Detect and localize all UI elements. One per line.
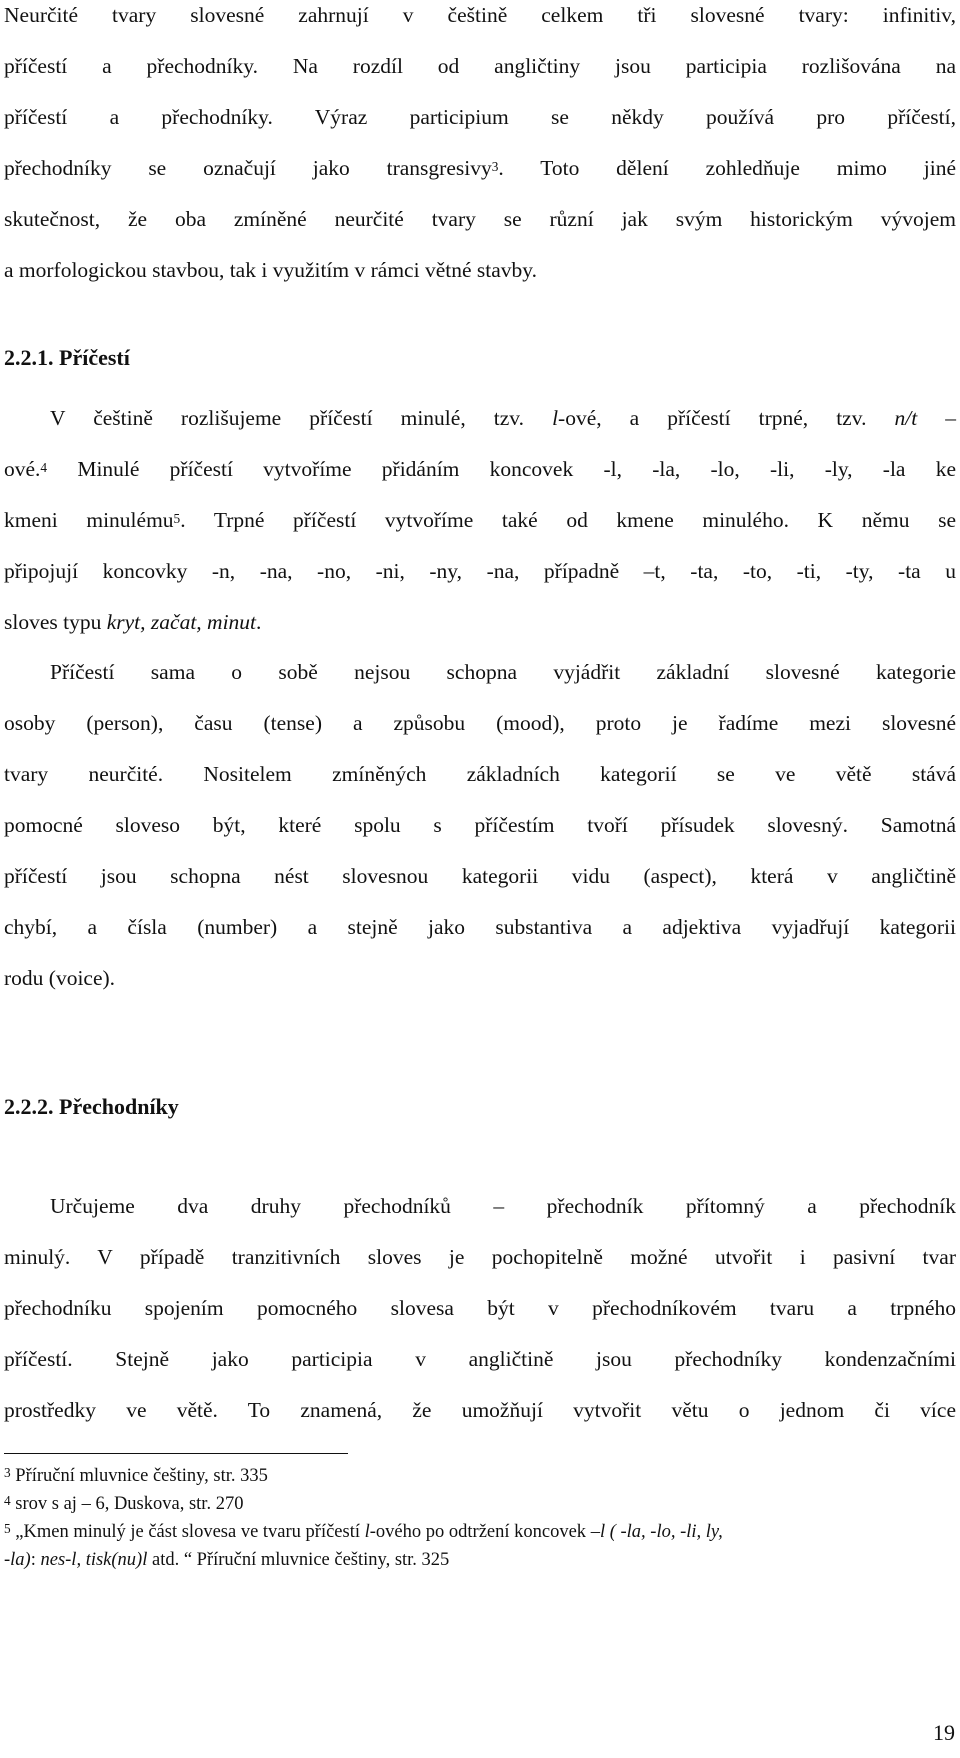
text-line: pomocné sloveso být, které spolu s příčestím tvoří přísudek slovesný. Samotná	[4, 813, 956, 837]
text-line: V češtině rozlišujeme příčestí minulé, tzv. l-ové, a příčestí trpné, tzv. n/t –	[50, 406, 956, 430]
text-line: skutečnost, že oba zmíněné neurčité tvary se různí jak svým historickým vývojem	[4, 207, 956, 231]
text-line: připojují koncovky -n, -na, -no, -ni, -ny, -na, případně –t, -ta, -to, -ti, -ty, -ta u	[4, 559, 956, 583]
text-line: příčestí jsou schopna nést slovesnou kategorii vidu (aspect), která v angličtině	[4, 864, 956, 888]
prechodniky-paragraph-1	[4, 1181, 956, 1436]
text-line: Příčestí sama o sobě nejsou schopna vyjádřit základní slovesné kategorie	[50, 660, 956, 684]
text-line: ové.$^4$ Minulé příčestí vytvoříme přidáním koncovek -l, -la, -lo, -li, -ly, -la ke	[4, 457, 956, 481]
footnote-ref-5[interactable]: 5	[173, 511, 181, 526]
text-line: Určujeme dva druhy přechodníků – přechodník přítomný a přechodník	[50, 1194, 956, 1218]
text-line: příčestí. Stejně jako participia v angličtině jsou přechodníky kondenzačními	[4, 1347, 956, 1371]
text-line: rodu (voice).	[4, 966, 116, 990]
pricesti-paragraph-2	[4, 647, 956, 1004]
text-line: prostředky ve větě. To znamená, že umožňují vytvořit větu o jednom či více	[4, 1398, 956, 1422]
text-line: příčestí a přechodníky. Na rozdíl od angličtiny jsou participia rozlišována na	[4, 54, 956, 78]
footnote-5: $^5$ „Kmen minulý je část slovesa ve tvaru příčestí l-ového po odtržení koncovek –l ( -la, -lo, -li, ly,	[4, 1521, 723, 1542]
text-line: tvary neurčité. Nositelem zmíněných základních kategorií se ve větě stává	[4, 762, 956, 786]
footnotes	[4, 1462, 956, 1574]
intro-paragraph	[4, 0, 956, 296]
text-line: chybí, a čísla (number) a stejně jako substantiva a adjektiva vyjadřují kategorii	[4, 915, 956, 939]
footnote-3: $^3$ Příruční mluvnice češtiny, str. 335	[4, 1465, 268, 1486]
text-line: a morfologickou stavbou, tak i využitím v rámci větné stavby.	[4, 258, 537, 282]
text-line: kmeni minulému$^5$. Trpné příčestí vytvoříme také od kmene minulého. K němu se	[4, 508, 956, 532]
text-line: sloves typu kryt, začat, minut.	[4, 610, 262, 634]
footnote-5-cont: -la): nes-l, tisk(nu)l atd. “ Příruční mluvnice češtiny, str. 325	[4, 1550, 450, 1570]
section-heading-prechodniky: 2.2.2. Přechodníky	[4, 1094, 179, 1119]
footnote-ref-3[interactable]: 3	[491, 159, 499, 174]
footnote-ref-4[interactable]: 4	[40, 460, 48, 475]
text-line: přechodníky se označují jako transgresivy$^3$. Toto dělení zohledňuje mimo jiné	[4, 156, 957, 180]
footnote-4: $^4$ srov s aj – 6, Duskova, str. 270	[4, 1493, 244, 1514]
footnote-divider	[4, 1453, 348, 1454]
text-line: příčestí a přechodníky. Výraz participium se někdy používá pro příčestí,	[4, 105, 956, 129]
text-line: Neurčité tvary slovesné zahrnují v češtině celkem tři slovesné tvary: infinitiv,	[4, 3, 956, 27]
pricesti-paragraph-1	[4, 393, 956, 648]
text-line: přechodníku spojením pomocného slovesa být v přechodníkovém tvaru a trpného	[4, 1296, 956, 1320]
text-line: minulý. V případě tranzitivních sloves je pochopitelně možné utvořit i pasivní tvar	[4, 1245, 956, 1269]
text-line: osoby (person), času (tense) a způsobu (mood), proto je řadíme mezi slovesné	[4, 711, 956, 735]
page-number: 19	[933, 1720, 955, 1745]
section-heading-pricesti: 2.2.1. Příčestí	[4, 345, 130, 370]
